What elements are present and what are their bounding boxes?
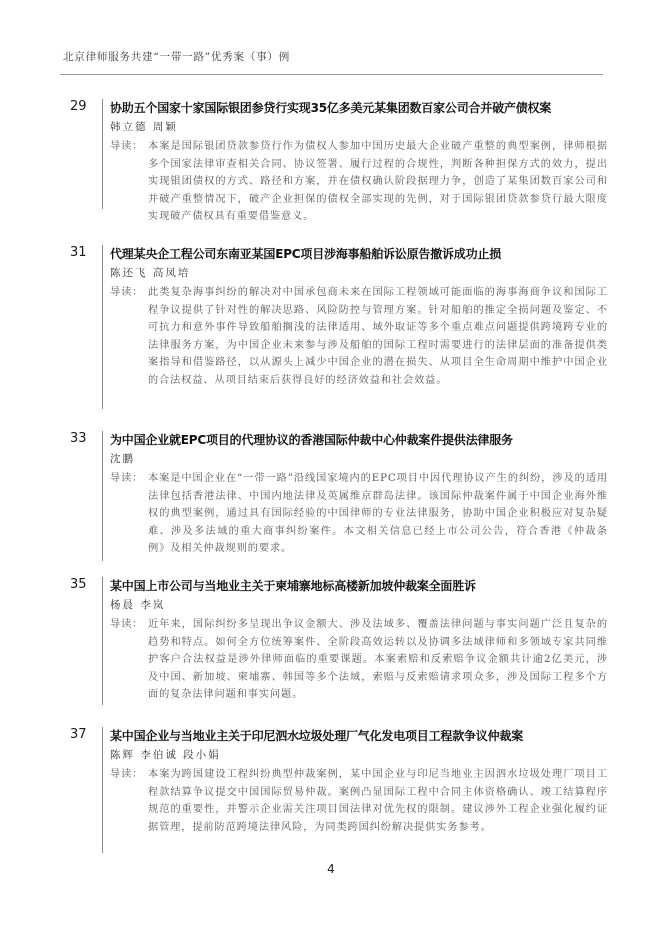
case-authors: 沈鹏	[110, 453, 135, 465]
abstract-label: 导读：	[110, 473, 144, 484]
case-entry	[70, 99, 610, 223]
case-entry	[70, 245, 610, 409]
entry-divider	[102, 727, 103, 853]
case-title: 某中国上市公司与当地业主关于柬埔寨地标高楼新加坡仲裁案全面胜诉	[110, 579, 476, 593]
case-entry	[70, 577, 610, 705]
case-title: 为中国企业就EPC项目的代理协议的香港国际仲裁中心仲裁案件提供法律服务	[110, 433, 513, 447]
case-title: 代理某央企工程公司东南亚某国EPC项目涉海事船舶诉讼原告撤诉成功止损	[110, 247, 502, 261]
case-entry	[70, 727, 610, 853]
case-number: 33	[70, 431, 87, 446]
abstract-label: 导读：	[110, 287, 144, 298]
running-header: 北京律师服务共建“一带一路”优秀案（事）例	[63, 51, 291, 63]
abstract-text: 本案是中国企业在“一带一路”沿线国家境内的EPC项目中因代理协议产生的纠纷，涉及的适用法律包括香港法律、中国内地法律及英属维京群岛法律。该国际仲裁案件属于中国企业海外维权的典型案例，通过具有国际经验的中国律师的专业法律服务，协助中国企业积极应对复杂疑难、涉及多法域的重大商事纠纷案件。本文相关信息已经上市公司公告，符合香港《仲裁条例》及相关仲裁规则的要求。	[148, 473, 608, 555]
case-title: 某中国企业与当地业主关于印尼泗水垃圾处理厂气化发电项目工程款争议仲裁案	[110, 729, 524, 743]
abstract-label: 导读：	[110, 619, 144, 630]
entry-divider	[102, 577, 103, 705]
entry-divider	[102, 431, 103, 561]
abstract-label: 导读：	[110, 769, 144, 780]
case-number: 35	[70, 577, 87, 592]
entry-divider	[102, 99, 103, 209]
header-divider	[60, 74, 603, 75]
case-authors: 韩立德 周颖	[110, 121, 178, 133]
case-number: 37	[70, 727, 87, 742]
abstract-text: 本案为跨国建设工程纠纷典型仲裁案例，某中国企业与印尼当地业主因泗水垃圾处理厂项目工程款结算争议提交中国国际贸易仲裁。案例凸显国际工程中合同主体资格确认、竣工结算程序规范的重要性，并警示企业需关注项目国法律对优先权的限制。建议涉外工程企业强化履约证据管理，提前防范跨境法律风险，为同类跨国纠纷解决提供实务参考。	[148, 769, 608, 833]
case-title: 协助五个国家十家国际银团参贷行实现35亿多美元某集团数百家公司合并破产债权案	[110, 101, 552, 115]
case-authors: 陈辉 李伯诚 段小娟	[110, 749, 221, 761]
abstract-label: 导读：	[110, 141, 144, 152]
case-number: 31	[70, 245, 87, 260]
entry-divider	[102, 245, 103, 409]
case-authors: 杨晨 李岚	[110, 599, 166, 611]
abstract-text: 此类复杂海事纠纷的解决对中国承包商未来在国际工程领域可能面临的海事海商争议和国际工程争议提供了针对性的解决思路、风险防控与管理方案。针对船舶的推定全损问题及鉴定、不可抗力和意外事件导致船舶搁浅的法律适用、域外取证等多个重点难点问题提供跨境跨专业的法律服务方案，为中国企业未来参与涉及船舶的国际工程时需要进行的法律层面的准备提供类案指导和借鉴路径，以从源头上减少中国企业的潜在损失、从项目全生命周期中维护中国企业的合法权益、从项目结束后获得良好的经济效益和社会效益。	[148, 287, 608, 386]
case-entry	[70, 431, 610, 561]
abstract-text: 本案是国际银团贷款参贷行作为债权人参加中国历史最大企业破产重整的典型案例，律师根据多个国家法律审查相关合同、协议签署、履行过程的合规性，判断各种担保方式的效力，提出实现银团债权的方式、路径和方案，并在债权确认阶段据理力争，创造了某集团数百家公司和并破产重整情况下，破产企业担保的债权全部实现的先例，对于国际银团贷款参贷行最大限度实现破产债权具有重要借鉴意义。	[148, 141, 608, 223]
abstract-text: 近年来，国际纠纷多呈现出争议金额大、涉及法域多、覆盖法律问题与事实问题广泛且复杂的趋势和特点。如何全方位统筹案件、全阶段高效运转以及协调多法域律师和多领域专家共同维护客户合法权益是涉外律师面临的重要课题。本案索赔和反索赔争议金额共计逾2亿美元，涉及中国、新加坡、柬埔寨、韩国等多个法域，索赔与反索赔请求项众多，涉及国际工程多个方面的复杂法律问题和事实问题。	[148, 619, 608, 701]
case-number: 29	[70, 99, 87, 114]
page-number: 4	[327, 862, 335, 876]
case-authors: 陈还飞 高凤培	[110, 267, 191, 279]
